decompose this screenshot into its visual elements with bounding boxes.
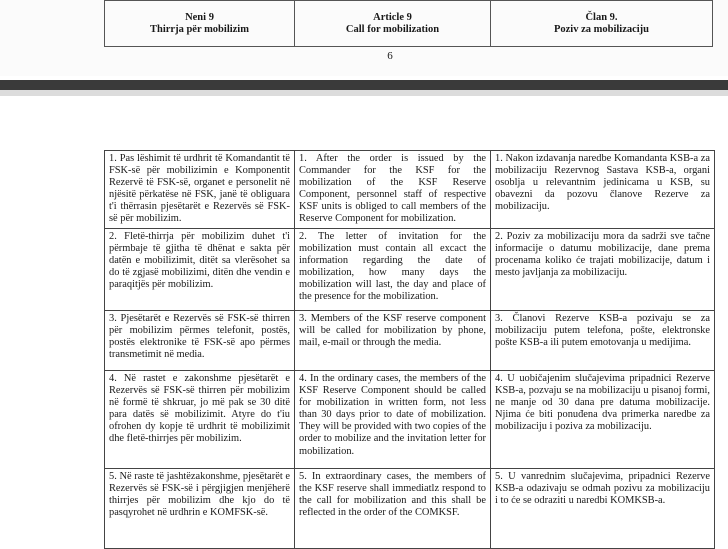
table-row	[105, 229, 715, 311]
cell-albanian: 5. Në raste të jashtëzakonshme, pjesëtarët e Rezervës së FSK-së i përgjigjen menjëherë thirrjes për mobilizim dhe kjo do të pasqyrohet në urdhrin e KOMFSK-së.	[105, 469, 295, 549]
header-albanian-title: Thirrja për mobilizim	[150, 23, 249, 35]
cell-english: 1. After the order is issued by the Commander for the KSF for the mobilization of the KSF Reserve Component, personnel staff of respective KSF units is obliged to call members of the Reserve Component for mobilization.	[295, 151, 491, 229]
header-english-title: Call for mobilization	[345, 23, 440, 35]
page-number: 6	[387, 50, 393, 62]
previous-page-strip	[0, 0, 728, 76]
header-english-number: Article 9	[373, 11, 412, 23]
header-serbian	[491, 1, 713, 47]
cell-albanian: 3. Pjesëtarët e Rezervës së FSK-së thirren për mobilizim përmes telefonit, postës, postës elektronike të FSK-së apo përmes transmetimit në media.	[105, 311, 295, 371]
header-albanian	[105, 1, 295, 47]
header-serbian-number: Član 9.	[585, 11, 618, 23]
cell-english: 4. In the ordinary cases, the members of the KSF Reserve Component should be called for mobilization in written form, not less than 30 days prior to date of mobilization. They will be provided with two copies of the order to mobilize and the invitation letter for mobilization.	[295, 371, 491, 469]
header-albanian-number: Neni 9	[185, 11, 214, 23]
cell-english: 2. The letter of invitation for the mobilization must contain all excact the information regarding the date of mobilization, how many days the mobilization will last, the day and place of the presence for the mobilization.	[295, 229, 491, 311]
cell-serbian: 4. U uobičajenim slučajevima pripadnici Rezerve KSB-a, pozvaju se na mobilizaciju u pisanoj formi, ne manje od 30 dana pre datuma mobilizacije. Njima će biti ponuđena dva primerka naredbe za mobilizaciju i poziva za mobilizaciju.	[491, 371, 715, 469]
page-separator-shadow	[0, 90, 728, 96]
header-serbian-title: Poziv za mobilizaciju	[553, 23, 650, 35]
cell-serbian: 5. U vanrednim slučajevima, pripadnici Rezerve KSB-a odazivaju se odmah pozivu za mobilizaciju i to će se odraziti u naredbi KOMKSB-a.	[491, 469, 715, 549]
trilingual-content-table	[104, 150, 715, 549]
cell-english: 3. Members of the KSF reserve component will be called for mobilization by phone, mail, e-mail or through the media.	[295, 311, 491, 371]
page-separator	[0, 80, 728, 90]
cell-serbian: 1. Nakon izdavanja naredbe Komandanta KSB-a za mobilizaciju Rezervnog Sastava KSB-a, organi osoblja u relevantnim jedinicama u KSB, su obavezni da pozovu članove Rezerve za mobilizaciju.	[491, 151, 715, 229]
table-row	[105, 311, 715, 371]
article-header-table	[104, 0, 713, 47]
cell-english: 5. In extraordinary cases, the members of the KSF reserve shall immediatlz respond to the call for mobilization and this shall be reflected in the order of the COMKSF.	[295, 469, 491, 549]
cell-serbian: 2. Poziv za mobilizaciju mora da sadrži sve tačne informacije o datumu mobilizacije, dane prema procenama koliko će trajati mobilizacije, datum i mesto javljanja za mobilizaciju.	[491, 229, 715, 311]
cell-serbian: 3. Članovi Rezerve KSB-a pozivaju se za mobilizaciju putem telefona, pošte, elektronske pošte KSB-a ili putem emotovanja u medijima.	[491, 311, 715, 371]
table-row	[105, 371, 715, 469]
table-row	[105, 151, 715, 229]
cell-albanian: 4. Në rastet e zakonshme pjesëtarët e Rezervës së FSK-së thirren për mobilizim në formë të shkruar, jo më pak se 30 ditë para datës së mobilizimit. Atyre do t'iu ofrohen dy kopje të urdhrit të mobilizimit dhe fletë-thirrjes për mobilizim.	[105, 371, 295, 469]
header-english	[295, 1, 491, 47]
cell-albanian: 2. Fletë-thirrja për mobilizim duhet t'i përmbaje të gjitha të dhënat e sakta për datën e mobilizimit, ditët sa vlerësohet sa do të zgjasë mobilizimi, ditën dhe vendin e paraqitjës për mobilizim.	[105, 229, 295, 311]
cell-albanian: 1. Pas lëshimit të urdhrit të Komandantit të FSK-së për mobilizimin e Komponentit Rezervë të FSK-së, organet e personelit në njësitë përkatëse në FSK, janë të obliguara t'i thërrasin pjesëtarët e Rezervës së FSK-së për mobilizim.	[105, 151, 295, 229]
